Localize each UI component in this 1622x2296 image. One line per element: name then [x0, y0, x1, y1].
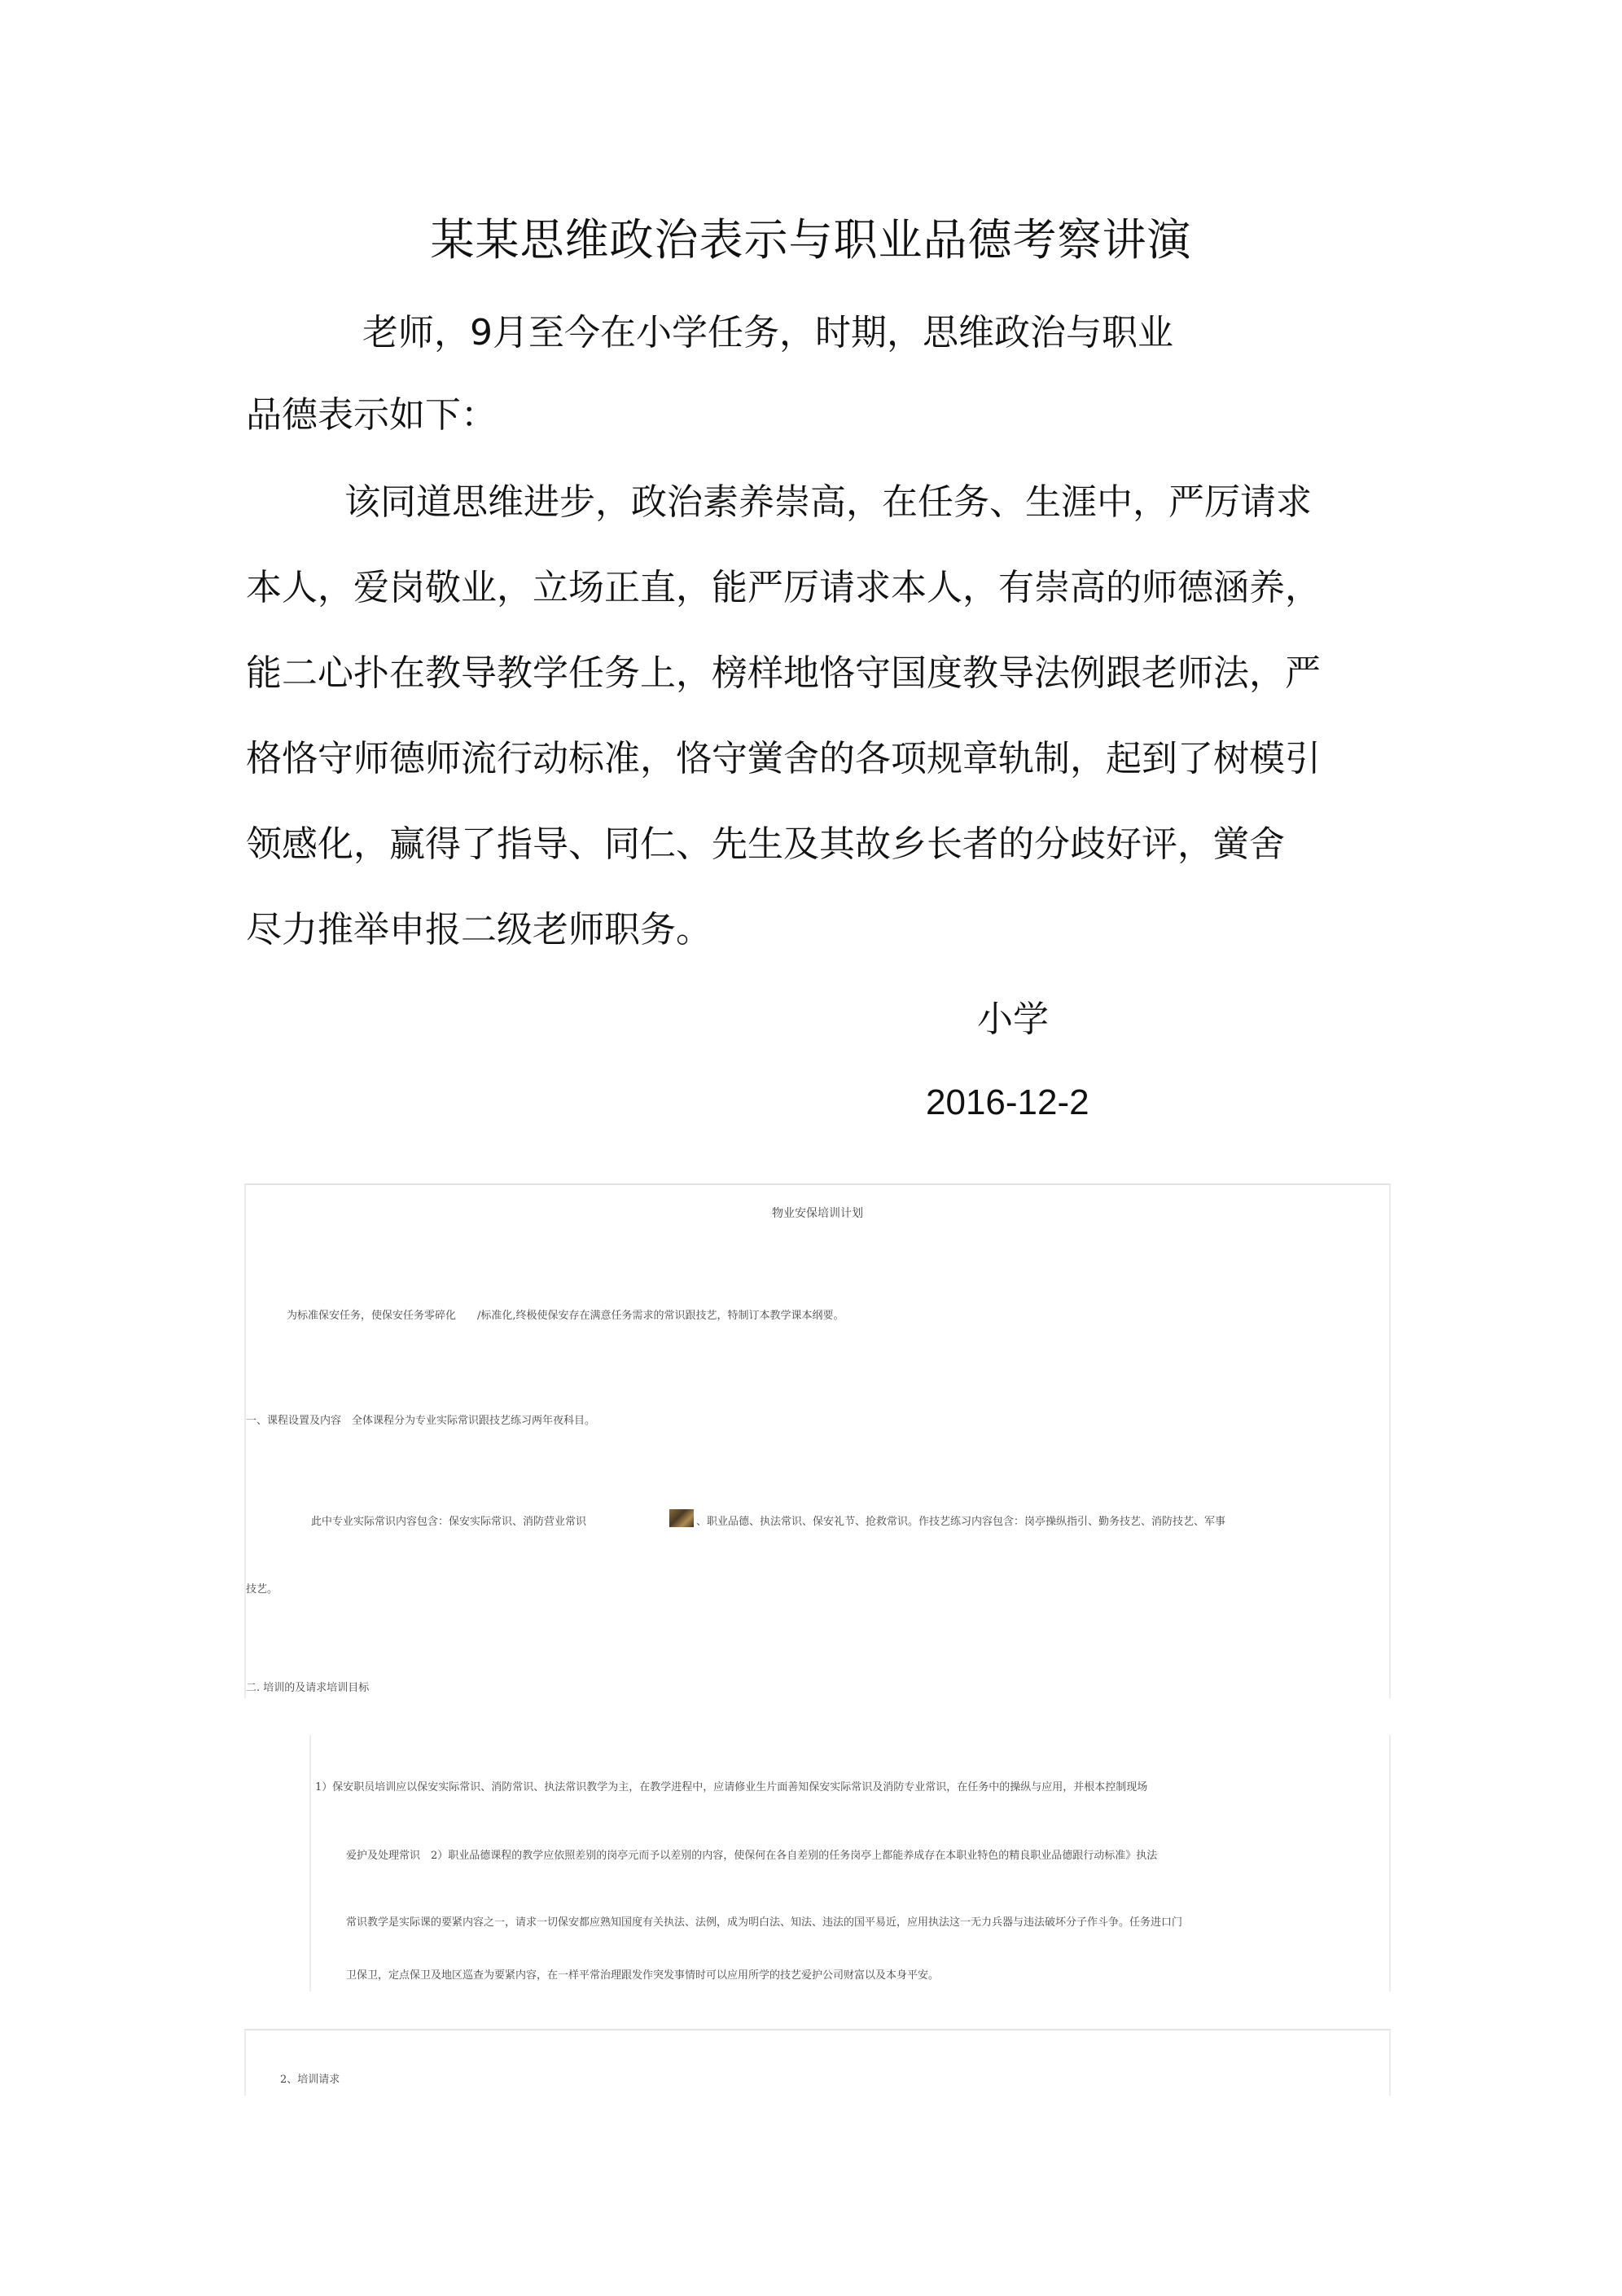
body-line-5: 领感化，赢得了指导、同仁、先生及其故乡长者的分歧好评，黉舍	[246, 823, 1285, 865]
body-line-6: 尽力推举申报二级老师职务。	[246, 909, 712, 950]
signer-name: 小学	[977, 999, 1049, 1040]
body-line-4: 格恪守师德师流行动标准，恪守黉舍的各项规章轨制，起到了树模引	[246, 738, 1321, 779]
embedded-training-requirements-panel	[244, 2029, 1391, 2096]
panel-section-heading: 二. 培训的及请求培训目标	[246, 1682, 370, 1694]
intro-line-2: 品德表示如下：	[246, 394, 497, 436]
signature-date: 2016-12-2	[926, 1082, 1089, 1122]
panel-paragraph-line: 1）保安职员培训应以保安实际常识、消防常识、执法常识教学为主，在教学进程中，应请修业生片面善知保安实际常识及消防专业常识，在任务中的操纵与应用，并根本控制现场	[315, 1781, 1148, 1793]
body-line-2: 本人，爱岗敬业，立场正直，能严厉请求本人，有崇高的师德涵养，	[246, 567, 1321, 608]
panel-paragraph-line: 、职业品德、执法常识、保安礼节、抢救常识。作技艺练习内容包含：岗亭操纵指引、勤务技艺、消防技艺、军事	[696, 1516, 1226, 1528]
panel-paragraph-line: 为标准保安任务，使保安任务零碎化 /标准化,终极使保安存在满意任务需求的常识跟技艺，特制订本教学课本纲要。	[287, 1310, 844, 1322]
thumbnail-image	[669, 1509, 694, 1527]
embedded-training-goals-panel	[309, 1735, 1391, 1991]
panel-paragraph-line: 常识教学是实际课的要紧内容之一，请求一切保安都应熟知国度有关执法、法例，成为明白法、知法、违法的国平易近，应用执法这一无力兵器与违法破坏分子作斗争。任务进口门	[346, 1916, 1183, 1929]
panel-title: 物业安保培训计划	[772, 1207, 863, 1220]
panel-section-heading: 2、培训请求	[280, 2074, 340, 2086]
intro-line-1: 老师，9月至今在小学任务，时期，思维政治与职业	[362, 312, 1173, 353]
panel-paragraph-line: 爱护及处理常识 2）职业品德课程的教学应依照差别的岗亭元而予以差别的内容，使保何在各自差别的任务岗亭上都能养成存在本职业特色的精良职业品德跟行动标准》执法	[346, 1850, 1158, 1862]
panel-section-heading: 一、课程设置及内容 全体课程分为专业实际常识跟技艺练习两年夜科目。	[246, 1415, 596, 1427]
panel-paragraph-line: 技艺。	[246, 1583, 278, 1596]
panel-paragraph-line: 此中专业实际常识内容包含：保安实际常识、消防营业常识	[311, 1516, 587, 1528]
panel-paragraph-line: 卫保卫，定点保卫及地区巡查为要紧内容，在一样平常治理跟发作突发事情时可以应用所学的技艺爱护公司财富以及本身平安。	[346, 1969, 940, 1982]
embedded-training-plan-panel	[244, 1183, 1391, 1698]
body-line-3: 能二心扑在教导教学任务上，榜样地恪守国度教导法例跟老师法，严	[246, 652, 1321, 694]
document-title: 某某思维政治表示与职业品德考察讲演	[430, 214, 1192, 266]
body-line-1: 该同道思维进步，政治素养崇高，在任务、生涯中，严厉请求	[344, 481, 1312, 523]
